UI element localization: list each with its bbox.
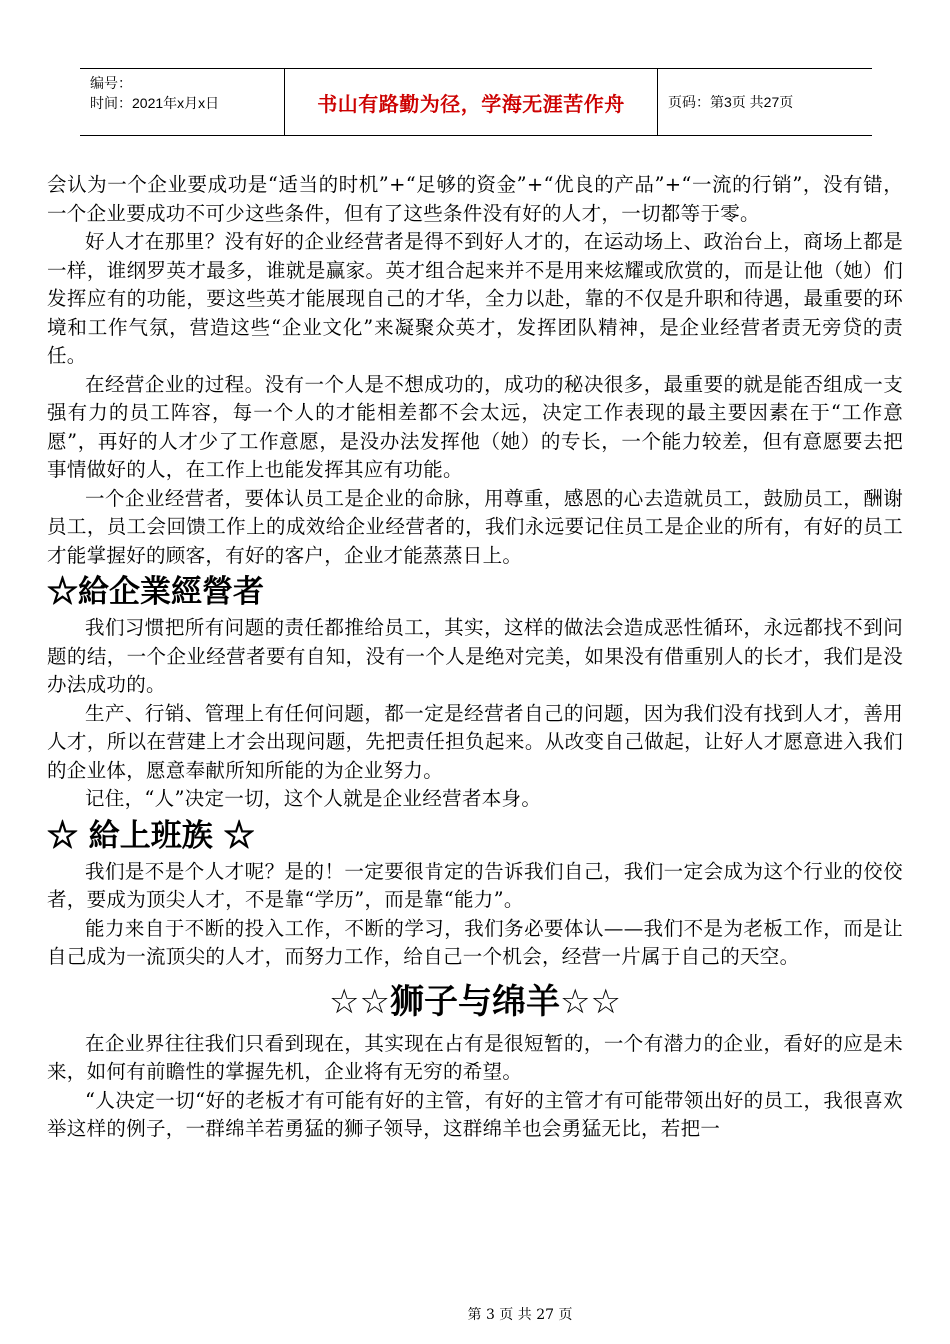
paragraph-10: 在企业界往往我们只看到现在，其实现在占有是很短暂的，一个有潜力的企业，看好的应是未来，如何有前瞻性的掌握先机，企业将有无穷的希望。 (47, 1031, 903, 1083)
paragraph-9: 能力来自于不断的投入工作，不断的学习，我们务必要体认——我们不是为老板工作，而是让自己成为一流顶尖的人才，而努力工作，给自己一个机会，经营一片属于自己的天空。 (47, 916, 903, 968)
header-motto: 书山有路勤为径，学海无涯苦作舟 (285, 69, 658, 135)
section-heading-lion-sheep: ☆☆狮子与绵羊☆☆ (329, 981, 621, 1022)
paragraph-4: 一个企业经营者，要体认员工是企业的命脉，用尊重，感恩的心去造就员工，鼓励员工，酬谢员工，员工会回馈工作上的成效给企业经营者的，我们永远要记住员工是企业的所有，有好的员工才能掌握好的顾客，有好的客户，企业才能蒸蒸日上。 (47, 486, 903, 567)
paragraph-6: 生产、行销、管理上有任何问题，都一定是经营者自己的问题，因为我们没有找到人才，善用人才，所以在营建上才会出现问题，先把责任担负起来。从改变自己做起，让好人才愿意进入我们的企业体，愿意奉献所知所能的为企业努力。 (47, 701, 903, 782)
page-header (80, 68, 872, 136)
header-page-info: 页码：第3页 共27页 (668, 94, 794, 110)
section-heading-employees: ☆ 給上班族 ☆ (47, 817, 255, 854)
document-body (47, 171, 903, 1144)
paragraph-2: 好人才在那里？没有好的企业经营者是得不到好人才的，在运动场上、政治台上，商场上都是一样，谁纲罗英才最多，谁就是赢家。英才组合起来并不是用来炫耀或欣赏的，而是让他（她）们发挥应有的功能，要这些英才能展现自己的才华，全力以赴，靠的不仅是升职和待遇，最重要的环境和工作气氛，营造这些“企业文化”来凝聚众英才，发挥团队精神，是企业经营者责无旁贷的责任。 (47, 230, 903, 367)
header-number-label: 编号： (90, 75, 132, 91)
section-heading-managers: ☆給企業經營者 (47, 574, 264, 610)
paragraph-3: 在经营企业的过程。没有一个人是不想成功的，成功的秘决很多，最重要的就是能否组成一支强有力的员工阵容，每一个人的才能相差都不会太远，决定工作表现的最主要因素在于“工作意愿”，再好的人才少了工作意愿，是没办法发挥他（她）的专长，一个能力较差，但有意愿要去把事情做好的人，在工作上也能发挥其应有功能。 (47, 372, 903, 481)
header-meta (80, 69, 285, 135)
paragraph-11: “人决定一切“好的老板才有可能有好的主管，有好的主管才有可能带领出好的员工，我很喜欢举这样的例子，一群绵羊若勇猛的狮子领导，这群绵羊也会勇猛无比，若把一 (47, 1088, 903, 1140)
paragraph-5: 我们习惯把所有问题的责任都推给员工，其实，这样的做法会造成恶性循环，永远都找不到问题的结，一个企业经营者要有自知，没有一个人是绝对完美，如果没有借重别人的长才，我们是没办法成功的。 (47, 616, 903, 696)
header-time-label: 时间：2021年x月x日 (90, 95, 220, 111)
paragraph-1: 会认为一个企业要成功是“适当的时机”+“足够的资金”+“优良的产品”+“一流的行销”，没有错，一个企业要成功不可少这些条件，但有了这些条件没有好的人才，一切都等于零。 (47, 173, 903, 225)
page-footer: 第 3 页 共 27 页 (467, 1307, 573, 1323)
paragraph-7: 记住，“人”决定一切，这个人就是企业经营者本身。 (85, 787, 542, 810)
paragraph-8: 我们是不是个人才呢？是的！一定要很肯定的告诉我们自己，我们一定会成为这个行业的佼佼者，要成为顶尖人才，不是靠“学历”，而是靠“能力”。 (47, 859, 903, 911)
